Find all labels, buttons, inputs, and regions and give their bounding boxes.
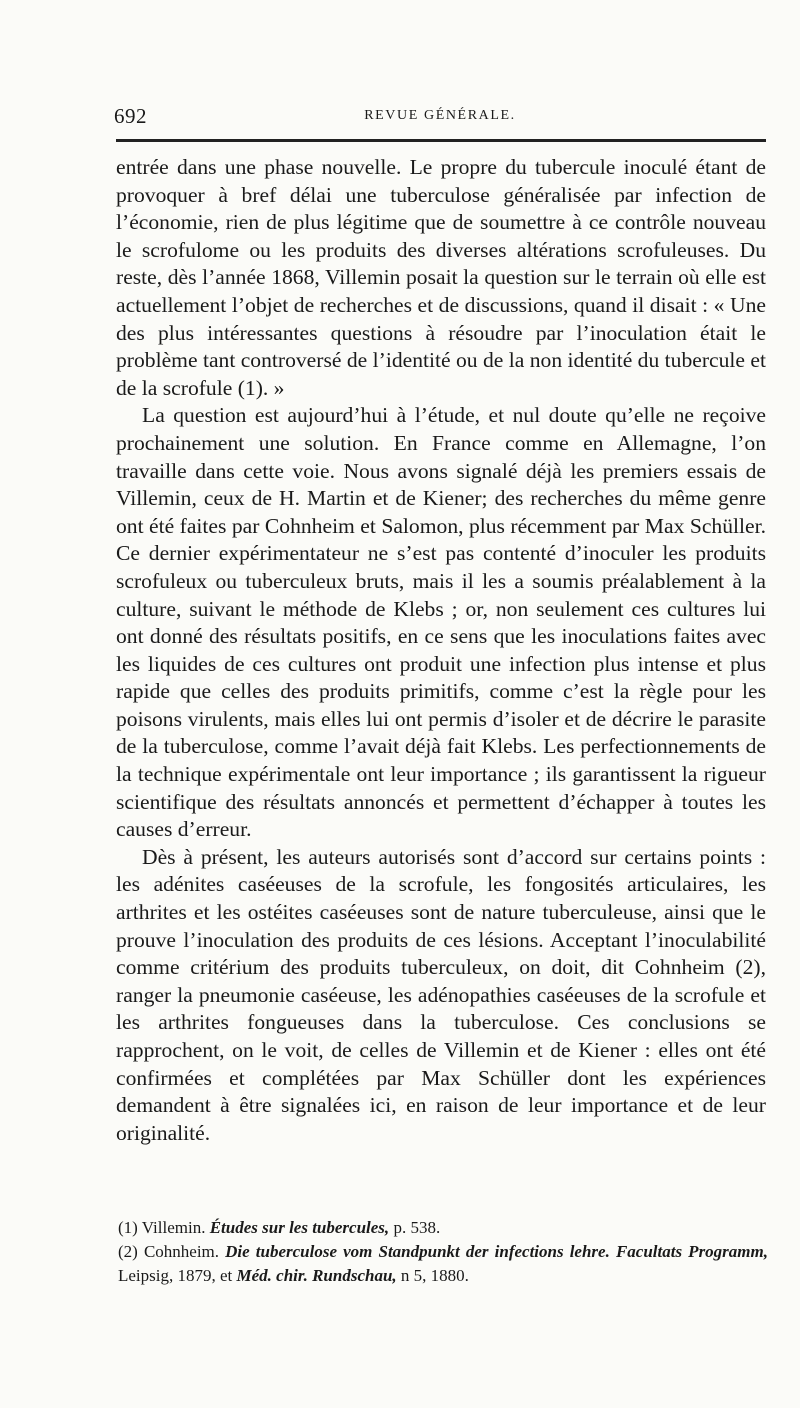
footnote-2-place: Leipsig, 1879, et [118, 1266, 233, 1285]
running-title: REVUE GÉNÉRALE. [364, 108, 516, 123]
paragraph-2: La question est aujourd’hui à l’étude, et nul doute qu’elle ne reçoive prochainement une solution. En France comme en Allemagne, l’on travaille dans cette voie. Nous avons signalé déjà les premiers essais de Villemin, ceux de H. Martin et de Kiener; des recherches du même genre ont été faites par Cohnheim et Salomon, plus récemment par Max Schüller. Ce dernier expérimentateur ne s’est pas contenté d’inoculer les produits scrofuleux ou tuberculeux bruts, mais il les a soumis préalablement à la culture, suivant le méthode de Klebs ; or, non seulement ces cultures lui ont donné des résultats positifs, en ce sens que les inoculations faites avec les liquides de ces cultures ont produit une infection plus intense et plus rapide que celles des produits primitifs, comme c’est la règle pour les poisons virulents, mais elles lui ont permis d’isoler et de décrire le parasite de la tuberculose, comme l’avait déjà fait Klebs. Les perfectionnements de la technique expérimentale ont leur importance ; ils garantissent la rigueur scientifique des résultats annoncés et permettent d’échapper à toutes les causes d’erreur. [116, 403, 766, 842]
footnote-1-title: Études sur les tubercules, [209, 1218, 390, 1237]
footnote-1-author: Villemin. [141, 1218, 206, 1237]
footnote-2-number: (2) [118, 1242, 138, 1261]
header-rule [116, 139, 766, 142]
footnote-1-page: p. 538. [393, 1218, 441, 1237]
footnote-2 [118, 1240, 768, 1288]
footnote-2-title: Die tuberculose vom Standpunkt der infections lehre. Facultats Programm, [225, 1242, 768, 1261]
page-header [114, 102, 766, 130]
footnote-2-journal: Méd. chir. Rundschau, [236, 1266, 397, 1285]
page-number: 692 [114, 104, 147, 128]
footnote-1-number: (1) [118, 1218, 138, 1237]
body-text [116, 154, 766, 1147]
footnote-1 [118, 1216, 768, 1240]
footnote-2-author: Cohnheim. [143, 1242, 220, 1261]
footnote-2-issue: n 5, 1880. [400, 1266, 469, 1285]
footnotes [118, 1216, 768, 1288]
paragraph-3: Dès à présent, les auteurs autorisés sont d’accord sur certains points : les adénites caséeuses de la scrofule, les fongosités articulaires, les arthrites et les ostéites caséeuses sont de nature tuberculeuse, ainsi que le prouve l’inoculation des produits de ces lésions. Acceptant l’inoculabilité comme critérium des produits tuberculeux, on doit, dit Cohnheim (2), ranger la pneumonie caséeuse, les adénopathies caséeuses de la scrofule et les arthrites fongueuses dans la tuberculose. Ces conclusions se rapprochent, on le voit, de celles de Villemin et de Kiener : elles ont été confirmées et complétées par Max Schüller dont les expériences demandent à être signalées ici, en raison de leur importance et de leur originalité. [116, 844, 766, 1145]
paragraph-1: entrée dans une phase nouvelle. Le propre du tubercule inoculé étant de provoquer à bref délai une tuberculose généralisée par infection de l’économie, rien de plus légitime que de soumettre à ce contrôle nouveau le scrofulome ou les produits des diverses altérations scrofuleuses. Du reste, dès l’année 1868, Villemin posait la question sur le terrain où elle est actuellement l’objet de recherches et de discussions, quand il disait : « Une des plus intéressantes questions à résoudre par l’inoculation était le problème tant controversé de l’identité ou de la non identité du tubercule et de la scrofule (1). » [116, 155, 766, 400]
